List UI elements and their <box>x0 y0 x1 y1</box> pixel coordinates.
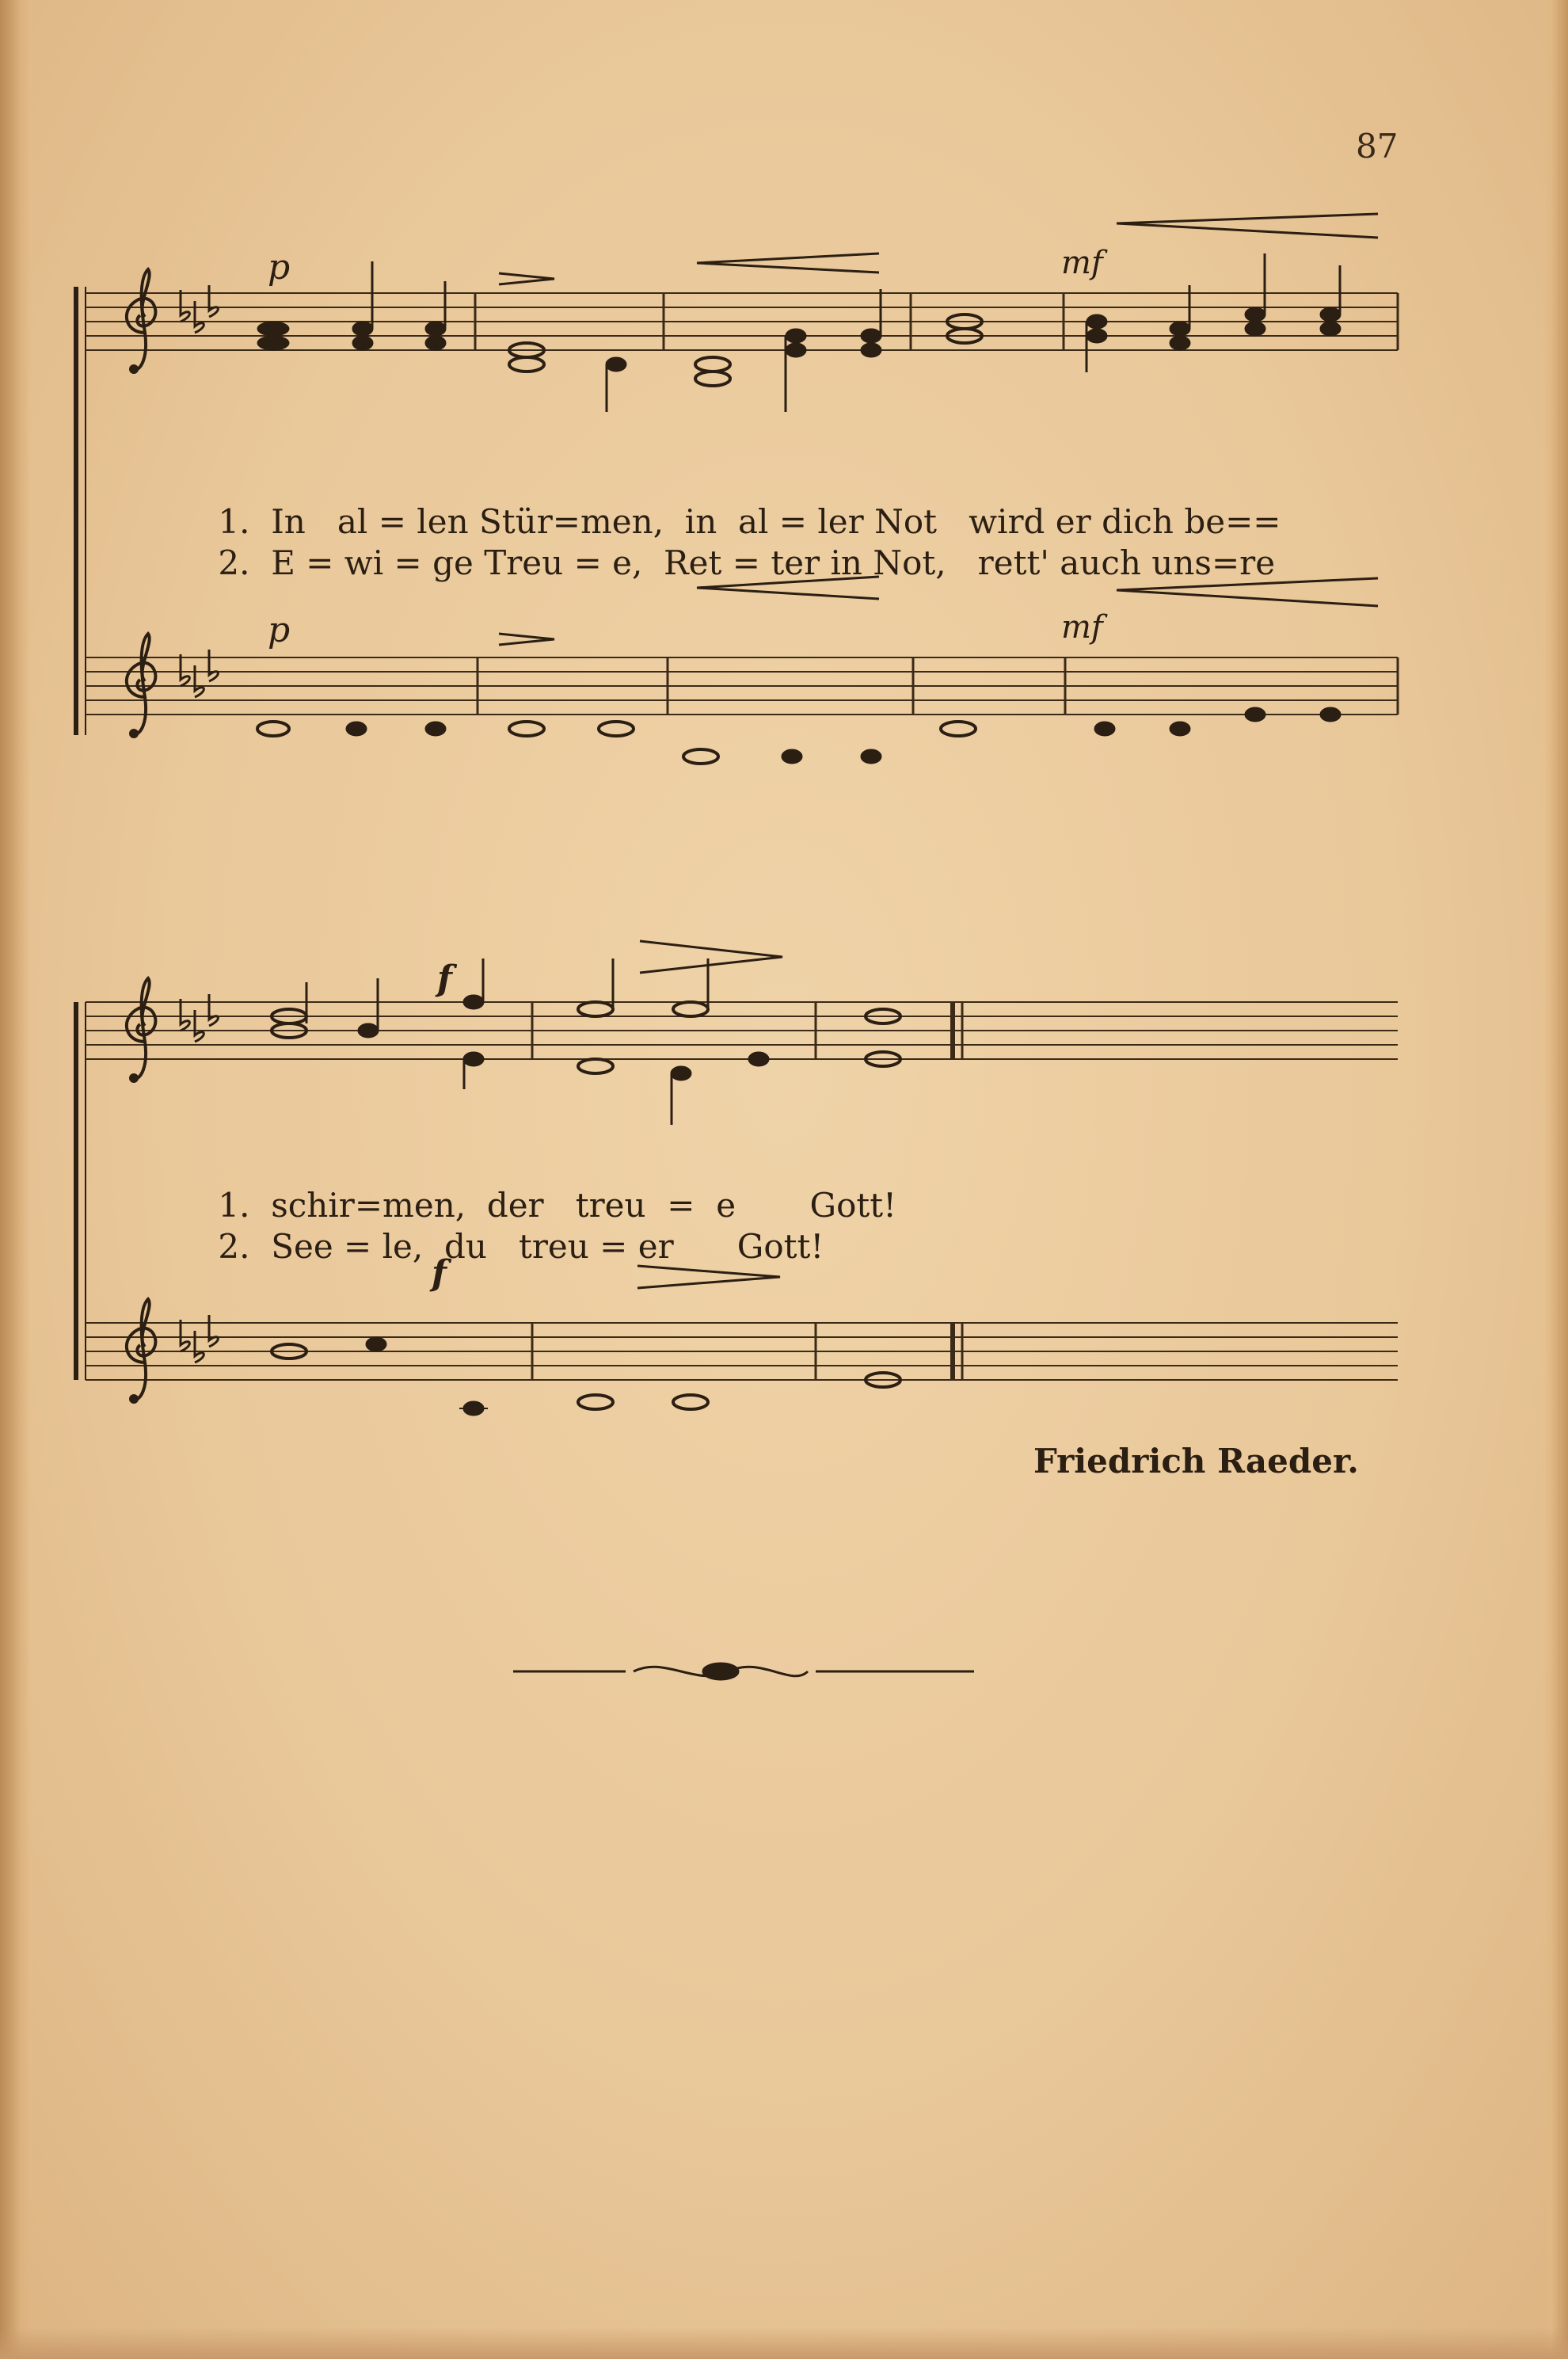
staff-1-lower <box>86 657 1398 715</box>
dynamic-mf-upper: mf <box>1061 245 1103 281</box>
dynamic-f-upper: f <box>437 958 452 999</box>
notes-1-lower <box>257 707 1341 764</box>
verse2-line1: 2. E = wi = ge Treu = e, Ret = ter in Not, rett' auch uns=re <box>218 543 1276 582</box>
page-number: 87 <box>1356 127 1399 166</box>
ornament-divider <box>513 1663 974 1679</box>
staff-2-lower <box>86 1323 1398 1380</box>
dynamic-mf-lower: mf <box>1061 609 1103 646</box>
hairpins-1 <box>499 214 1378 284</box>
notes-2-lower <box>272 1337 900 1416</box>
notes-2-upper <box>272 958 900 1125</box>
verse1-line1: 1. In al = len Stür=men, in al = ler Not wird er dich be== <box>218 502 1281 541</box>
dynamic-p-lower: p <box>268 610 291 650</box>
verse1-line2: 1. schir=men, der treu = e Gott! <box>218 1186 896 1225</box>
hairpin-2-upper <box>640 941 782 973</box>
dynamic-f-lower: f <box>432 1253 447 1294</box>
composer-credit: Friedrich Raeder. <box>1033 1442 1359 1481</box>
notes-1-upper <box>257 253 1341 412</box>
dynamic-p-upper: p <box>268 247 291 288</box>
verse2-line2: 2. See = le, du treu = er Gott! <box>218 1227 824 1266</box>
